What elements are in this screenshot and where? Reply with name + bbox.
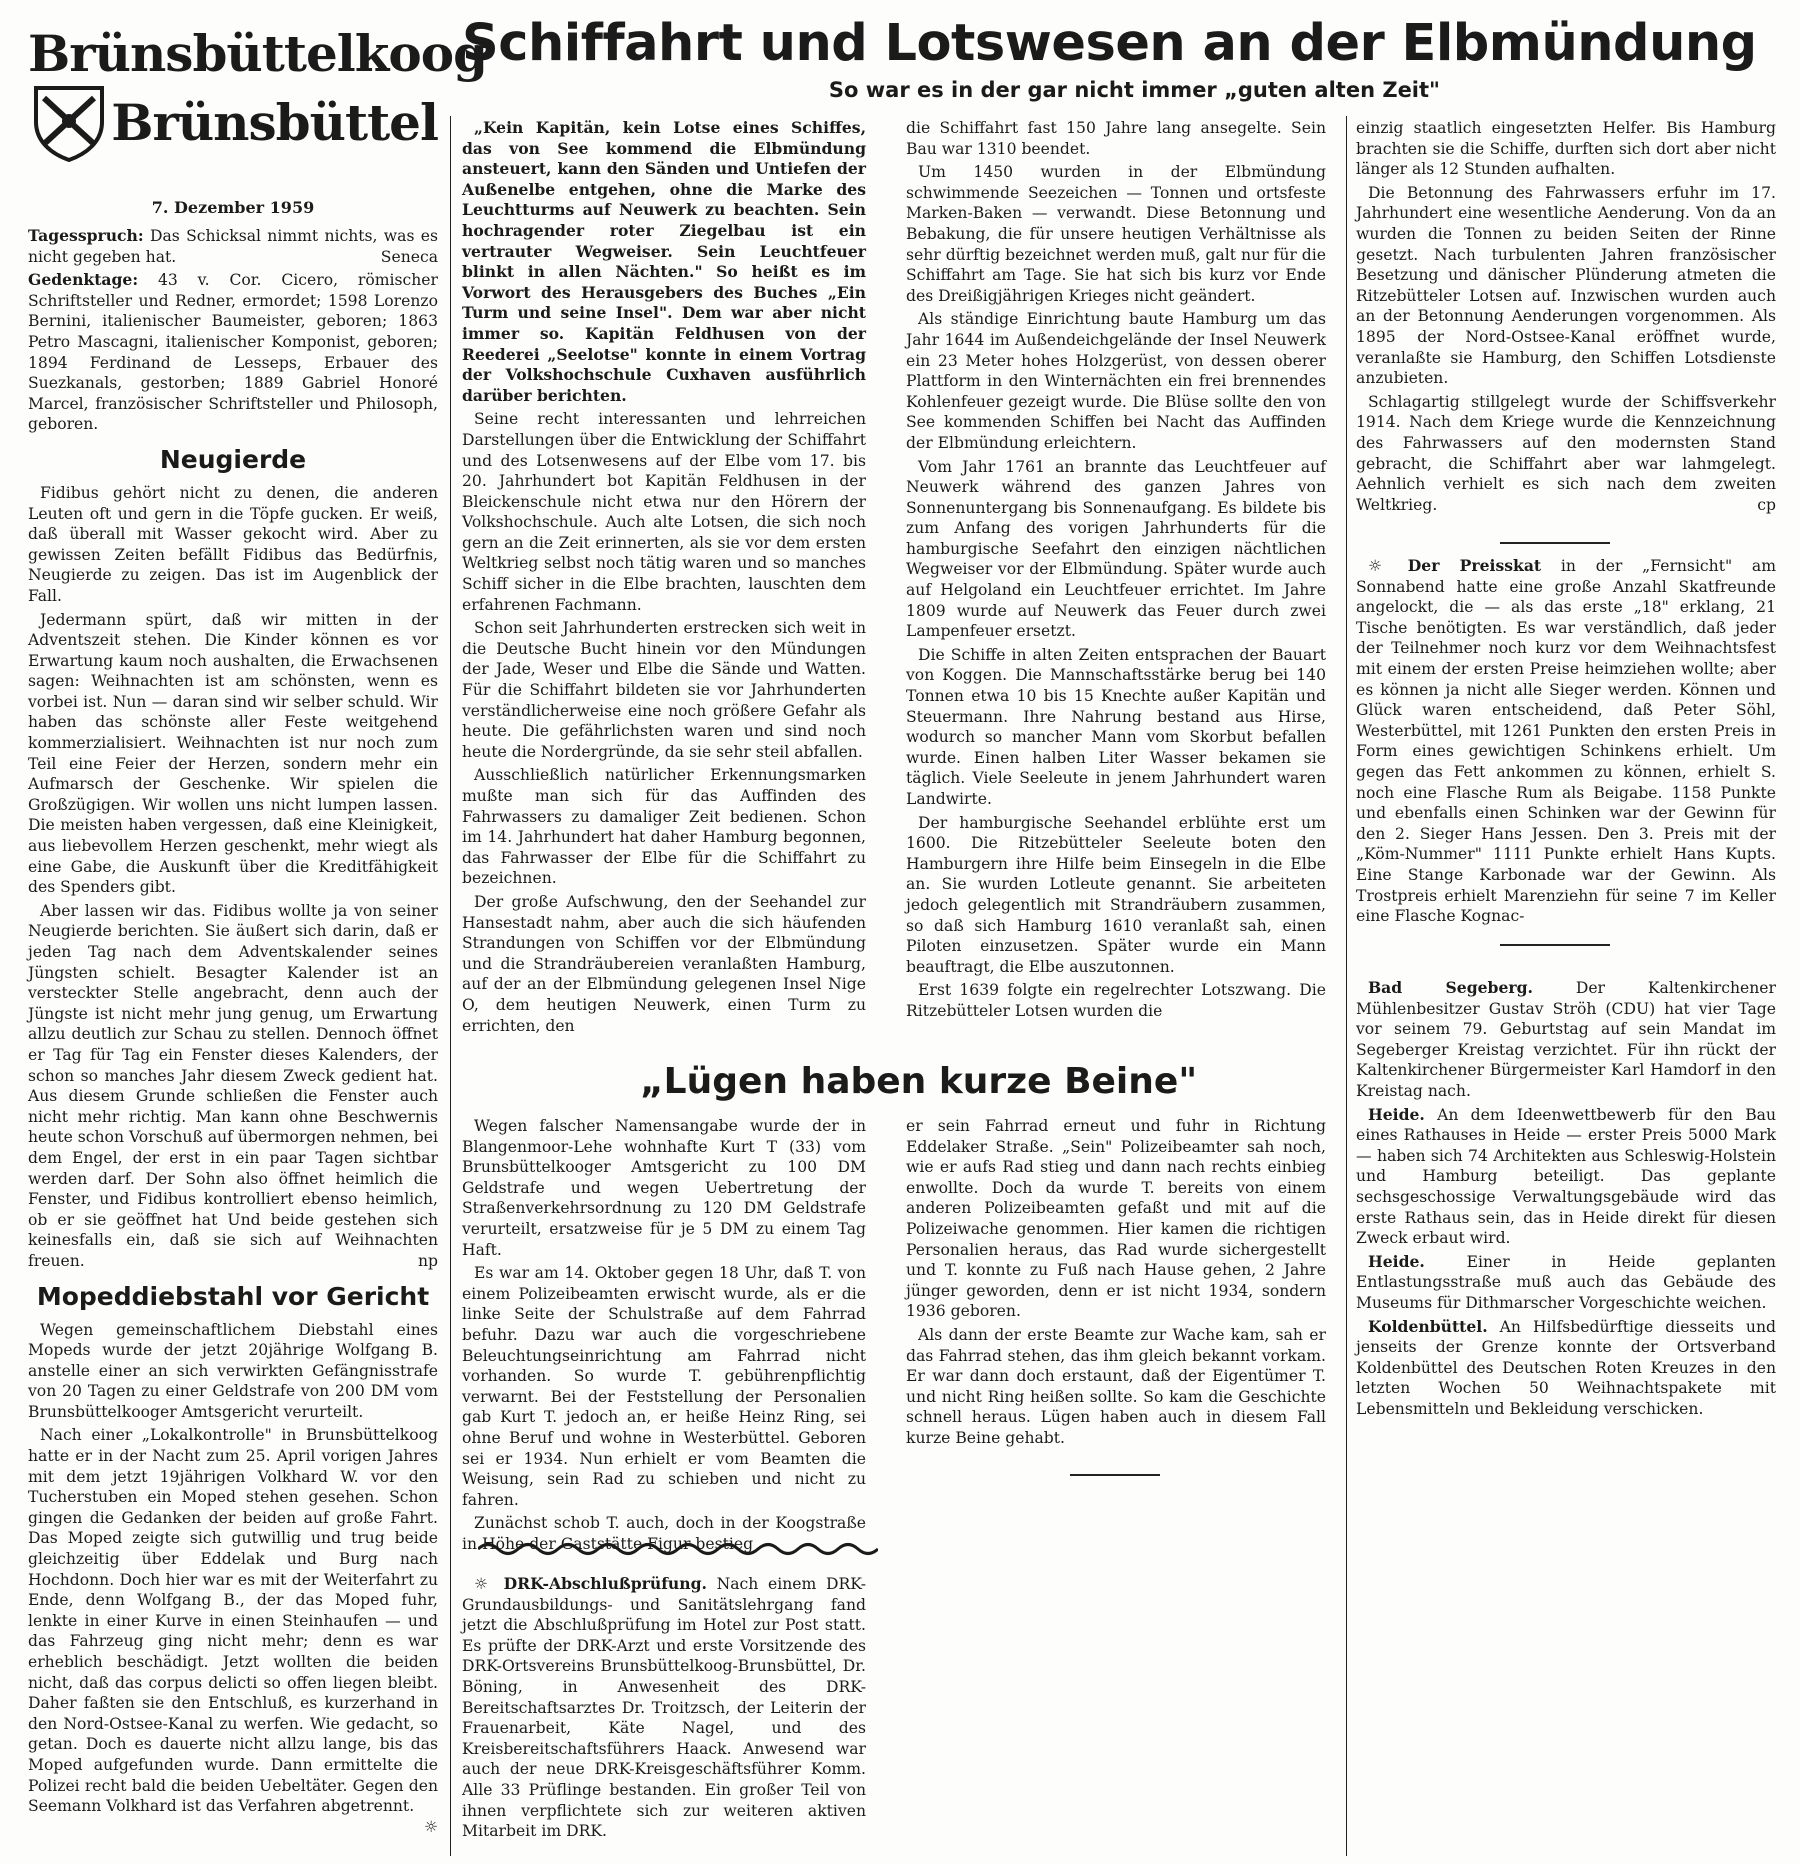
luegen-paragraph: er sein Fahrrad erneut und fuhr in Richtung Eddelaker Straße. „Sein" Polizeibeamter sah noch, wie er aufs Rad stieg und dann nach rechts einbieg enwollte. Doch da wurde T. bereits von einem anderen Polizeibeamten gefaßt und mit auf die Polizeiwache genommen. Hier kamen die richtigen Personalien heraus, das Rad wurde sichergestellt und T. konnte zu Fuß nach Hause gehen, 2 Jahre jünger geworden, denn er ist nicht 1934, sondern 1936 geboren. (906, 1117, 1326, 1321)
main-article-col3 (1356, 118, 1776, 518)
main-article-paragraph: Als ständige Einrichtung baute Hamburg um das Jahr 1644 im Außendeichgelände der Insel Neuwerk ein 23 Meter hohes Holzgerüst, von dessen oberer Plattform in den Winternächten ein frei brennendes Kohlenfeuer gezeigt wurde. Die Blüse sollte den von See kommenden Schiffen bei Nacht das Auffinden der Elbmündung erleichtern. (906, 310, 1326, 452)
masthead-line1: Brünsbüttelkoog (28, 24, 488, 83)
neugierde-signoff: np (417, 1251, 438, 1270)
moped-title: Mopeddiebstahl vor Gericht (36, 1281, 430, 1311)
main-article-paragraph: Ausschließlich natürlicher Erkennungsmarken mußte man sich für das Auffinden des Fahrwassers zu damaliger Zeit bedienen. Schon im 14. Jahrhundert hat daher Hamburg begonnen, das Fahrwasser der Elbe für die Schiffahrt zu bezeichnen. (462, 766, 866, 888)
main-article-paragraph: Der große Aufschwung, den der Seehandel zur Hansestadt nahm, aber auch die sich häufenden Strandungen von Schiffen vor der Elbmündung und die Strandräubereien veranlaßten Hamburg, auf der an der Elbmündung gelegenen Insel Nige O, dem heutigen Neuwerk, einen Turm zu errichten, den (462, 892, 866, 1035)
preisskat-text: in der „Fernsicht" am Sonnabend hatte eine große Anzahl Skatfreunde angelockt, die — als das erste „18" erklang, 21 Tische benötigten. Es war verständlich, daß jeder der Teilnehmer noch kurz vor dem Weihnachtsfest mit einem der ersten Preise heimziehen wollte; aber es können ja nicht alle Sieger werden. Können und Glück waren entscheidend, daß Peter Söhl, Westerbüttel, mit 1261 Punkten den ersten Preis in Form eines gewichtigen Schinkens erhielt. Um gegen das Fett ankommen zu können, erhielt S. noch eine Flasche Rum als Beigabe. 1158 Punkte und ebenfalls einen Schinken war der Gewinn für den 2. Sieger Hans Jessen. Den 3. Preis mit der „Köm-Nummer" 1111 Punkte erhielt Hans Kupts. Eine Stange Karbonade war der Gewinn. Als Trostpreis erhielt Marenziehn für seine 7 im Keller eine Flasche Kognac- (1356, 557, 1776, 926)
luegen-paragraph: Wegen falscher Namensangabe wurde der in Blangenmoor-Lehe wohnhafte Kurt T (33) vom Brunsbüttelkooger Amtsgericht zu 100 DM Geldstrafe und wegen Uebertretung der Straßenverkehrsordnung zu 120 DM Geldstrafe verurteilt, ersatzweise für je 5 DM zu einem Tag Haft. (462, 1117, 866, 1259)
moped-signoff: ☼ (424, 1817, 438, 1836)
main-article-paragraph: Um 1450 wurden in der Elbmündung schwimmende Seezeichen — Tonnen und ortsfeste Marken-Baken — verwandt. Diese Betonnung und Bebakung, die für unsere heutigen Verhältnisse als sehr dürftig bezeichnet werden muß, galt nur für die Schiffahrt am Tage. Sie hat sich bis kurz vor Ende des Dreißigjährigen Krieges nicht geändert. (906, 163, 1326, 305)
preisskat-label: Der Preisskat (1407, 556, 1542, 575)
luegen-headline: „Lügen haben kurze Beine" (640, 1061, 1198, 1102)
masthead (28, 24, 488, 162)
main-article-paragraph: Die Schiffe in alten Zeiten entsprachen der Bauart von Koggen. Die Mannschaftsstärke berug bei 140 Tonnen etwa 10 bis 15 Knechte außer Kapitän und Steuermann. Ihre Nahrung bestand aus Hirse, wodurch so mancher Mann vom Skorbut befallen wurde. Einen halben Liter Wasser bekamen sie täglich. Viele Seeleute in jenem Jahrhundert waren Landwirte. (906, 645, 1326, 808)
main-article-col1 (462, 118, 866, 1039)
main-article-col2 (906, 118, 1326, 1025)
main-article-signoff: cp (1757, 495, 1776, 514)
tagesspruch-text: Das Schicksal nimmt nichts, was es nicht gegeben hat. (28, 227, 438, 266)
main-article-paragraph: Vom Jahr 1761 an brannte das Leuchtfeuer auf Neuwerk während des ganzen Jahres von Sonnenuntergang bis Sonnenaufgang. Es bildete bis zum Anfang des vorigen Jahrhunderts für die hamburgische Seefahrt den einzigen nächtlichen Wegweiser vor der Elbmündung. Später wurde auch auf Helgoland ein Leuchtfeuer errichtet. Im Jahre 1809 wurde auf Neuwerk das Feuer durch zwei Lampenfeuer ersetzt. (906, 457, 1326, 641)
news-item-koldenbuettel (1356, 1317, 1776, 1420)
segeberg-label: Bad Segeberg. (1368, 978, 1533, 997)
gedenktage-label: Gedenktage: (28, 270, 139, 290)
right-column-news (1356, 978, 1776, 1422)
heide2-label: Heide. (1368, 1251, 1425, 1271)
dateline: 7. Dezember 1959 (151, 198, 315, 217)
main-headline: Schiffahrt und Lotswesen an der Elbmündung (462, 14, 1757, 73)
section-divider (1070, 1474, 1160, 1476)
news-item-heide (1356, 1105, 1776, 1249)
drk-item (462, 1574, 866, 1842)
moped-paragraph: Wegen gemeinschaftlichem Diebstahl eines Mopeds wurde der jetzt 20jährige Wolfgang B. anstelle einer an sich verwirkten Gefängnisstrafe von 20 Tagen zu einer Geldstrafe von 200 DM vom Brunsbüttelkooger Amtsgericht verurteilt. (28, 1320, 438, 1421)
news-item-segeberg (1356, 978, 1776, 1102)
crest-icon (28, 84, 110, 162)
main-article-paragraph-text: Schlagartig stillgelegt wurde der Schiffsverkehr 1914. Nach dem Kriege wurde die Kennzeichnung des Fahrwassers auf den modernsten Stand gebracht, die Schiffahrt aber war lahmgelegt. Aehnlich verhielt es sich nach dem zweiten Weltkrieg. (1356, 392, 1776, 514)
segeberg-text: Der Kaltenkirchener Mühlenbesitzer Gustav Ströh (CDU) hat vier Tage vor seinem 79. Geburtstag auf sein Mandat im Segeberger Kreistag verzichtet. Für ihn rückt der Kaltenkirchener Bürgermeister Karl Hamdorf in den Kreistag nach. (1356, 979, 1776, 1100)
main-article-paragraph: Schon seit Jahrhunderten erstrecken sich weit in die Deutsche Bucht hinein vor den Mündungen der Jade, Weser und Elbe die Sände und Watten. Für die Schiffahrt bildeten sie vor Jahrhunderten verständlicherweise eine noch größere Gefahr als heute. Die gefährlichsten waren und sind noch heute die Nordergründe, da sie sehr steil abfallen. (462, 619, 866, 761)
main-article-paragraph: die Schiffahrt fast 150 Jahre lang ansegelte. Sein Bau war 1310 beendet. (906, 119, 1326, 158)
star-icon: ☼ (1368, 557, 1382, 575)
preisskat-item (1356, 556, 1776, 927)
section-divider (1500, 542, 1610, 544)
neugierde-paragraph (28, 901, 438, 1272)
right-column (1356, 556, 1776, 930)
neugierde-paragraph: Fidibus gehört nicht zu denen, die anderen Leuten oft und gern in die Töpfe gucken. Er weiß, daß überall mit Wasser gekocht wird. Aber zu gewissen Zeiten befällt Fidibus das Bedürfnis, Neugierde zu zeigen. Das ist im Augenblick der Fall. (28, 483, 438, 605)
gedenktage-text: 43 v. Cor. Cicero, römischer Schriftsteller und Redner, ermordet; 1598 Lorenzo Bernini, italienischer Baumeister, geboren; 1863 Petro Mascagni, italienischer Komponist, geboren; 1894 Ferdinand de Lesseps, Erbauer des Suezkanals, gestorben; 1889 Gabriel Honoré Marcel, französischer Schriftsteller und Philosoph, geboren. (28, 271, 438, 434)
tagesspruch (28, 226, 438, 267)
main-article-intro: „Kein Kapitän, kein Lotse eines Schiffes, das von See kommend die Elbmündung ansteuert, kann den Sänden und Untiefen der Außenelbe entgehen, ohne die Marke des Leuchtturms auf Neuwerk zu beachten. Sein hochragender roter Ziegelbau ist ein vertrauter Wegweiser. Sein Leuchtfeuer blinkt in allen Nächten." So heißt es im Vorwort des Herausgebers des Buches „Ein Turm und seine Insel". Dem war aber nicht immer so. Kapitän Feldhusen von der Reederei „Seelotse" konnte in einem Vortrag der Volkshochschule Cuxhaven ausführlich darüber berichten. (462, 118, 866, 405)
ornament-divider (478, 1540, 878, 1558)
news-item-heide (1356, 1252, 1776, 1314)
column-rule (450, 116, 451, 1856)
moped-paragraph-text: Nach einer „Lokalkontrolle" in Brunsbüttelkoog hatte er in der Nacht zum 25. April vorigen Jahres mit dem jetzt 19jährigen Volkhard W. vor den Tucherstuben ein Moped stehen gesehen. Schon gingen die Gedanken der beiden auf große Fahrt. Das Moped zeigte sich gutwillig und trug beide gleichzeitig über Eddelak und Burg nach Hochdonn. Doch hier war es mit der Weiterfahrt zu Ende, denn Wolfgang B., der das Moped fuhr, lenkte in einer Kurve in einen Steinhaufen — und das Fahrzeug ging nicht mehr; denn es war erheblich beschädigt. Jetzt wollten die beiden nicht, daß das corpus delicti so offen liegen bleibt. Daher faßten sie den Entschluß, es kurzerhand in den Nord-Ostsee-Kanal zu werfen. Wie gedacht, so getan. Doch es dauerte nicht allzu lange, bis das Moped aufgefunden wurde. Dann ermittelte die Polizei recht bald die beiden Uebeltäter. Gegen den Seemann Volkhard ist das Verfahren abgetrennt. (28, 1426, 438, 1816)
drk-text: Nach einem DRK-Grundausbildungs- und Sanitätslehrgang fand jetzt die Abschlußprüfung im Hotel zur Post statt. Es prüfte der DRK-Arzt und erste Vorsitzende des DRK-Ortsvereins Brunsbüttelkoog-Brunsbüttel, Dr. Böning, in Anwesenheit des DRK-Bereitschaftsarztes Dr. Troitzsch, der Leiterin der Frauenarbeit, Käte Nagel, und des Kreisbereitschaftsführers Haack. Anwesend war auch der neue DRK-Kreisgeschäftsführer Komm. Alle 33 Prüflinge bestanden. Ein großer Teil von ihnen verpflichtete sich zur weiteren aktiven Mitarbeit im DRK. (462, 1575, 866, 1841)
luegen-paragraph: Als dann der erste Beamte zur Wache kam, sah er das Fahrrad stehen, das ihm gleich bekannt vorkam. Er war dann doch erstaunt, daß der Eigentümer T. und nicht Ring heißen sollte. So kam die Geschichte schnell heraus. Lügen haben auch in diesem Fall kurze Beine gehabt. (906, 1325, 1326, 1447)
section-divider (1500, 944, 1610, 946)
heide2-text: Einer in Heide geplanten Entlastungsstraße muß auch das Gebäude des Museums für Dithmarscher Vorgeschichte weichen. (1356, 1252, 1776, 1312)
main-article-paragraph: einzig staatlich eingesetzten Helfer. Bis Hamburg brachten sie die Schiffe, durften sich dort aber nicht länger als 12 Stunden aufhalten. (1356, 119, 1776, 179)
main-article-paragraph (1356, 392, 1776, 516)
tagesspruch-label: Tagesspruch: (28, 226, 144, 245)
left-column (28, 226, 438, 1837)
luegen-col1 (462, 1116, 866, 1557)
main-article-paragraph: Der hamburgische Seehandel erblühte erst um 1600. Die Ritzebütteler Seeleute boten den Hamburgern ihre Hilfe beim Einsegeln in die Elbe an. Sie wurden Lotleute genannt. Sie arbeiteten jedoch gelegentlich mit Strandräubern zusammen, so daß sich Hamburg 1610 veranlaßt sah, einen Piloten einzusetzen. Später wurde ein Mann beauftragt, die Elbe auszutonnen. (906, 813, 1326, 976)
column-rule (1346, 116, 1347, 1856)
star-icon: ☼ (474, 1575, 488, 1593)
heide1-label: Heide. (1368, 1104, 1425, 1124)
moped-paragraph (28, 1425, 438, 1836)
neugierde-paragraph: Jedermann spürt, daß wir mitten in der Adventszeit stehen. Die Kinder können es vor Erwartung kaum noch aushalten, die Erwachsenen sagen: Weihnachten ist am schönsten, wenn es vorbei ist. Nun — daran sind wir selber schuld. Wir haben das schönste aller Feste weitgehend kommerzialisiert. Weihnachten ist nur noch zum Teil eine Feier der Herzen, sondern mehr ein Aufmarsch der Geschenke. Wir spielen die Großzügigen. Wir wollen uns nicht lumpen lassen. Die meisten haben vergessen, daß eine Kleinigkeit, aus liebevollem Herzen geschenkt, mehr wiegt als eine Gabe, die Auskunft über die Kreditfähigkeit des Spenders gibt. (28, 610, 438, 897)
luegen-paragraph: Zunächst schob T. auch, doch in der Koogstraße in Höhe der Gaststätte Figur bestieg (462, 1514, 866, 1553)
kolden-text: An Hilfsbedürftige diesseits und jenseits der Grenze konnte der Ortsverband Koldenbüttel des Deutschen Roten Kreuzes in den letzten Wochen 50 Weihnachtspakete mit Lebensmitteln und Bekleidung verschicken. (1356, 1317, 1776, 1418)
luegen-paragraph: Es war am 14. Oktober gegen 18 Uhr, daß T. von einem Polizeibeamten erwischt wurde, als er die linke Seite der Schulstraße auf dem Fahrrad befuhr. Dazu war auch die vorgeschriebene Beleuchtungseinrichtung am Fahrrad nicht vorhanden. So wurde T. gebührenpflichtig verwarnt. Bei der Feststellung der Personalien gab Kurt T. jedoch an, er heiße Heinz Ring, sei ohne Beruf und wohne in Westerbüttel. Geboren sei er 1934. Nun erhielt er vom Beamten die Weisung, sein Rad zu schieben und nicht zu fahren. (462, 1264, 866, 1509)
neugierde-title: Neugierde (159, 444, 307, 474)
luegen-col2 (906, 1116, 1326, 1452)
kolden-label: Koldenbüttel. (1368, 1316, 1488, 1336)
main-article-paragraph: Die Betonnung des Fahrwassers erfuhr im 17. Jahrhundert eine wesentliche Aenderung. Von da an wurden die Tonnen zu beiden Seiten der Rinne gesetzt. Nach turbulenten Jahren französischer Besetzung und dänischer Plünderung atmeten die Ritzebütteler Lotsen auf. Inzwischen wurden auch an der Betonnung Aenderungen vorgenommen. Als 1895 der Nord-Ostsee-Kanal eröffnet wurde, veranlaßte sie Hamburg, den Schiffen Lotsdienste anzubieten. (1356, 183, 1776, 388)
masthead-line2-row (28, 84, 438, 162)
heide1-text: An dem Ideenwettbewerb für den Bau eines Rathauses in Heide — erster Preis 5000 Mark — haben sich 74 Architekten aus Schleswig-Holstein und Hamburg beteiligt. Das geplante sechsgeschossige Verwaltungsgebäude wird das erste Rathaus sein, das in Heide direkt für diesen Zweck erbaut wird. (1356, 1105, 1776, 1248)
gedenktage (28, 270, 438, 435)
tagesspruch-author: Seneca (380, 247, 438, 266)
drk-label: DRK-Abschlußprüfung. (503, 1574, 707, 1593)
main-article-paragraph: Erst 1639 folgte ein regelrechter Lotszwang. Die Ritzebütteler Lotsen wurden die (906, 981, 1326, 1020)
main-subheadline: So war es in der gar nicht immer „guten alten Zeit" (828, 78, 1440, 102)
main-article-paragraph: Seine recht interessanten und lehrreichen Darstellungen über die Entwicklung der Schiffahrt und des Lotsenwesens auf der Elbe vom 17. bis 20. Jahrhundert bot Kapitän Feldhusen in der Bleickenschule nicht etwa nur den Hörern der Volkshochschule. Auch alte Lotsen, die sich noch gern an die Zeit erinnerten, als sie vor dem ersten Weltkrieg selbst noch tätig waren und so manches Schiff sicher in die Elbe brachten, lauschten dem erfahrenen Fachmann. (462, 410, 866, 614)
drk-article (462, 1574, 866, 1845)
neugierde-paragraph-text: Aber lassen wir das. Fidibus wollte ja von seiner Neugierde berichten. Sie äußert sich darin, daß er jeden Tag nach dem Adventskalender seines Jüngsten schielt. Besagter Kalender ist an versteckter Stelle angebracht, denn auch der Jüngste ist nicht mehr jung genug, um Erwartung allzu deutlich zur Schau zu stellen. Dennoch öffnet er Tag für Tag ein Fenster dieses Kalenders, der schon so manches Jahr diesem Zweck gedient hat. Aus diesem Grunde schließen die Fenster auch nicht mehr richtig. Man kann ohne Beschwernis heute schon Vorschuß auf übermorgen nehmen, bei dem Engel, der erst in ein paar Tagen sichtbar werden darf. Der Sohn also öffnet heimlich die Fenster, und Fidibus kontrolliert ebenso heimlich, ob er sie geöffnet hat Und beide gestehen sich keinesfalls ein, daß sie sich auf Weihnachten freuen. (28, 901, 438, 1270)
masthead-line2: Brünsbüttel (111, 93, 438, 152)
